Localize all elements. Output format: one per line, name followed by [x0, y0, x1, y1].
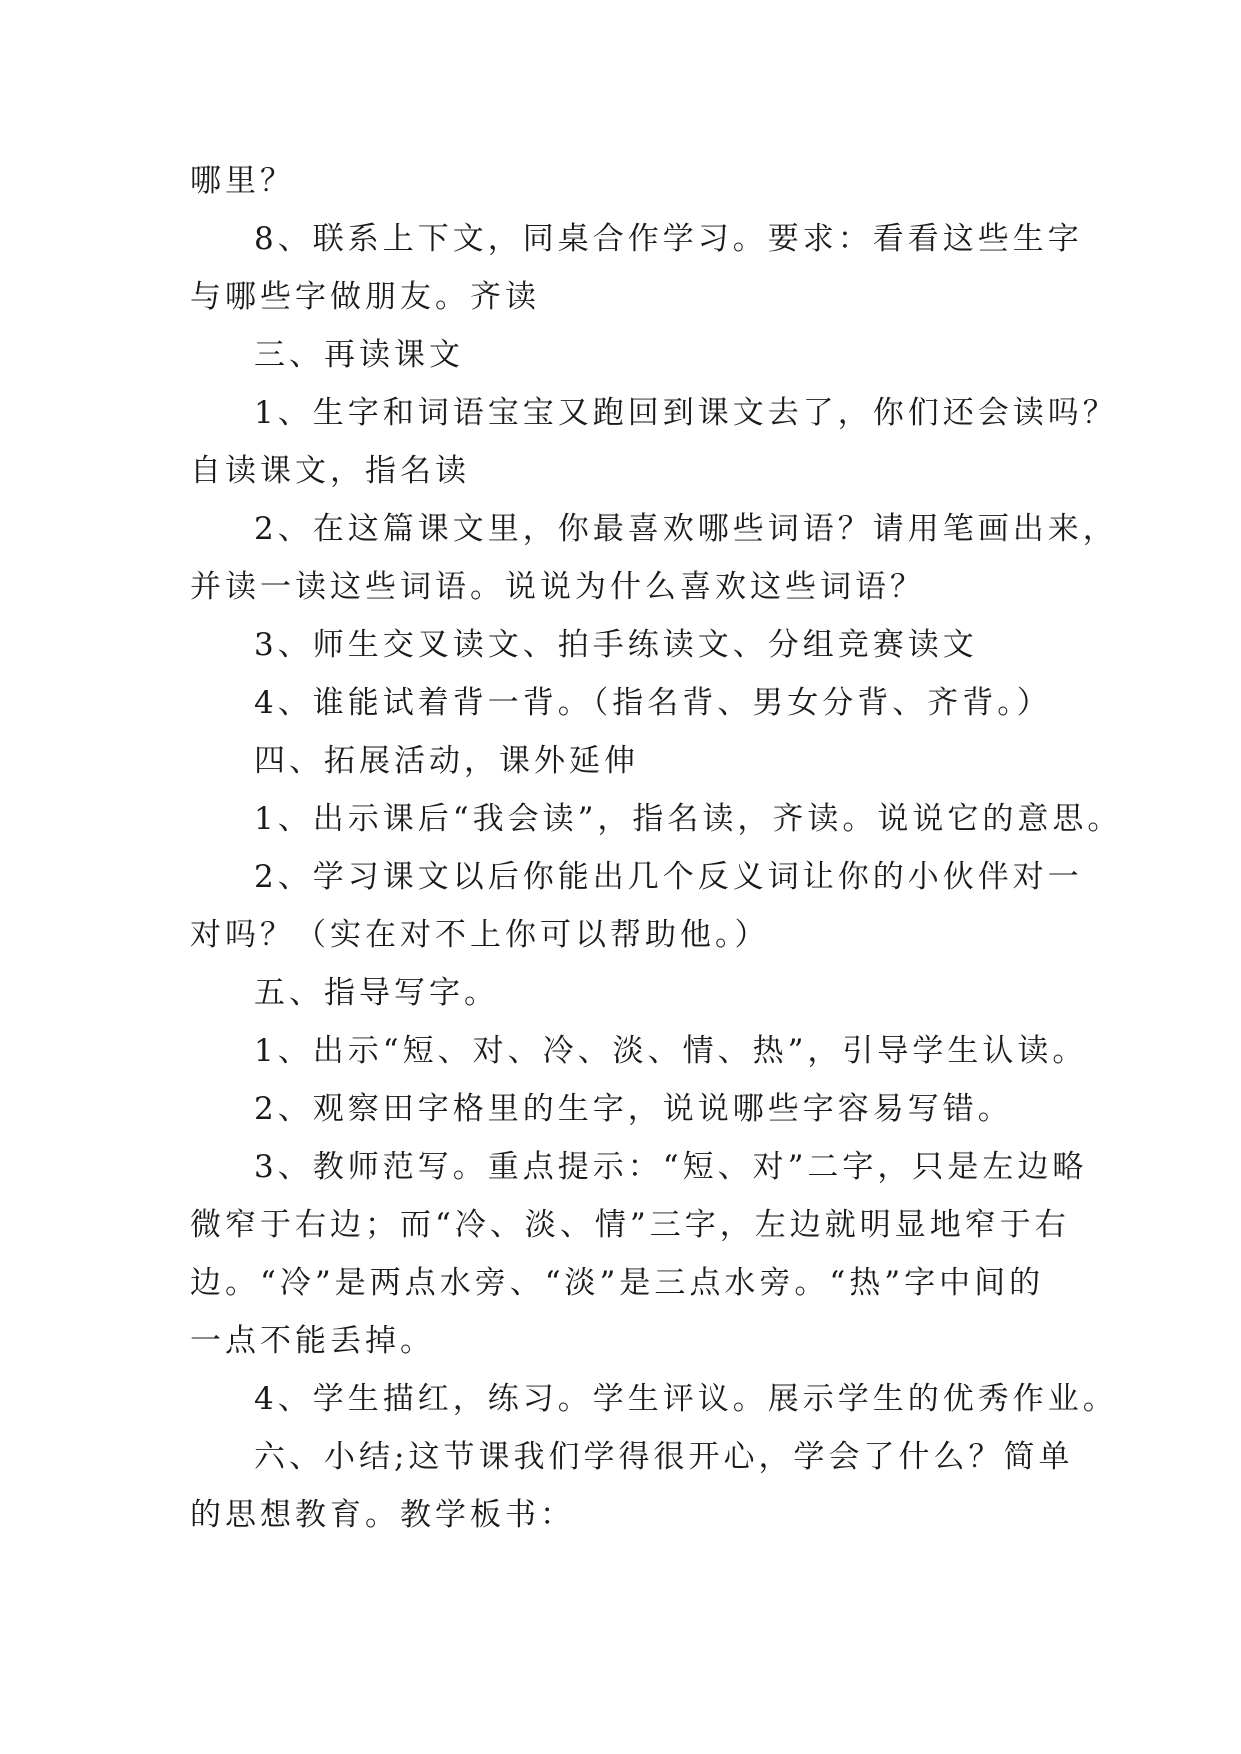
- text-line: 哪里？: [190, 163, 295, 199]
- text-line: 2、在这篇课文里，你最喜欢哪些词语？请用笔画出来，: [254, 511, 1118, 547]
- section-heading: 四、拓展活动，课外延伸: [254, 743, 639, 779]
- text-line: 4、学生描红，练习。学生评议。展示学生的优秀作业。: [254, 1381, 1118, 1417]
- text-line: 并读一读这些词语。说说为什么喜欢这些词语？: [190, 569, 925, 605]
- text-line: 的思想教育。教学板书：: [190, 1497, 575, 1533]
- text-line: 1、生字和词语宝宝又跑回到课文去了，你们还会读吗？: [254, 395, 1118, 431]
- text-line: 自读课文，指名读: [190, 453, 470, 489]
- text-line: 2、学习课文以后你能出几个反义词让你的小伙伴对一: [254, 859, 1083, 895]
- text-line: 1、出示“短、对、冷、淡、情、热”，引导学生认读。: [254, 1033, 1088, 1069]
- document-body: [190, 152, 1123, 1544]
- text-line: 与哪些字做朋友。齐读: [190, 279, 540, 315]
- section-heading: 五、指导写字。: [254, 975, 499, 1011]
- section-heading: 三、再读课文: [254, 337, 464, 373]
- text-line: 微窄于右边；而“冷、淡、情”三字，左边就明显地窄于右: [190, 1207, 1070, 1243]
- text-line: 4、谁能试着背一背。（指名背、男女分背、齐背。）: [254, 685, 1052, 721]
- text-line: 一点不能丢掉。: [190, 1323, 435, 1359]
- text-line: 2、观察田字格里的生字，说说哪些字容易写错。: [254, 1091, 1013, 1127]
- section-heading: 六、小结;这节课我们学得很开心，学会了什么？简单: [254, 1439, 1074, 1475]
- text-line: 3、教师范写。重点提示：“短、对”二字，只是左边略: [254, 1149, 1088, 1185]
- text-line: 对吗？（实在对不上你可以帮助他。）: [190, 917, 770, 953]
- text-line: 1、出示课后“我会读”，指名读，齐读。说说它的意思。: [254, 801, 1123, 837]
- text-line: 边。“冷”是两点水旁、“淡”是三点水旁。“热”字中间的: [190, 1265, 1045, 1301]
- text-line: 8、联系上下文，同桌合作学习。要求：看看这些生字: [254, 221, 1083, 257]
- text-line: 3、师生交叉读文、拍手练读文、分组竞赛读文: [254, 627, 978, 663]
